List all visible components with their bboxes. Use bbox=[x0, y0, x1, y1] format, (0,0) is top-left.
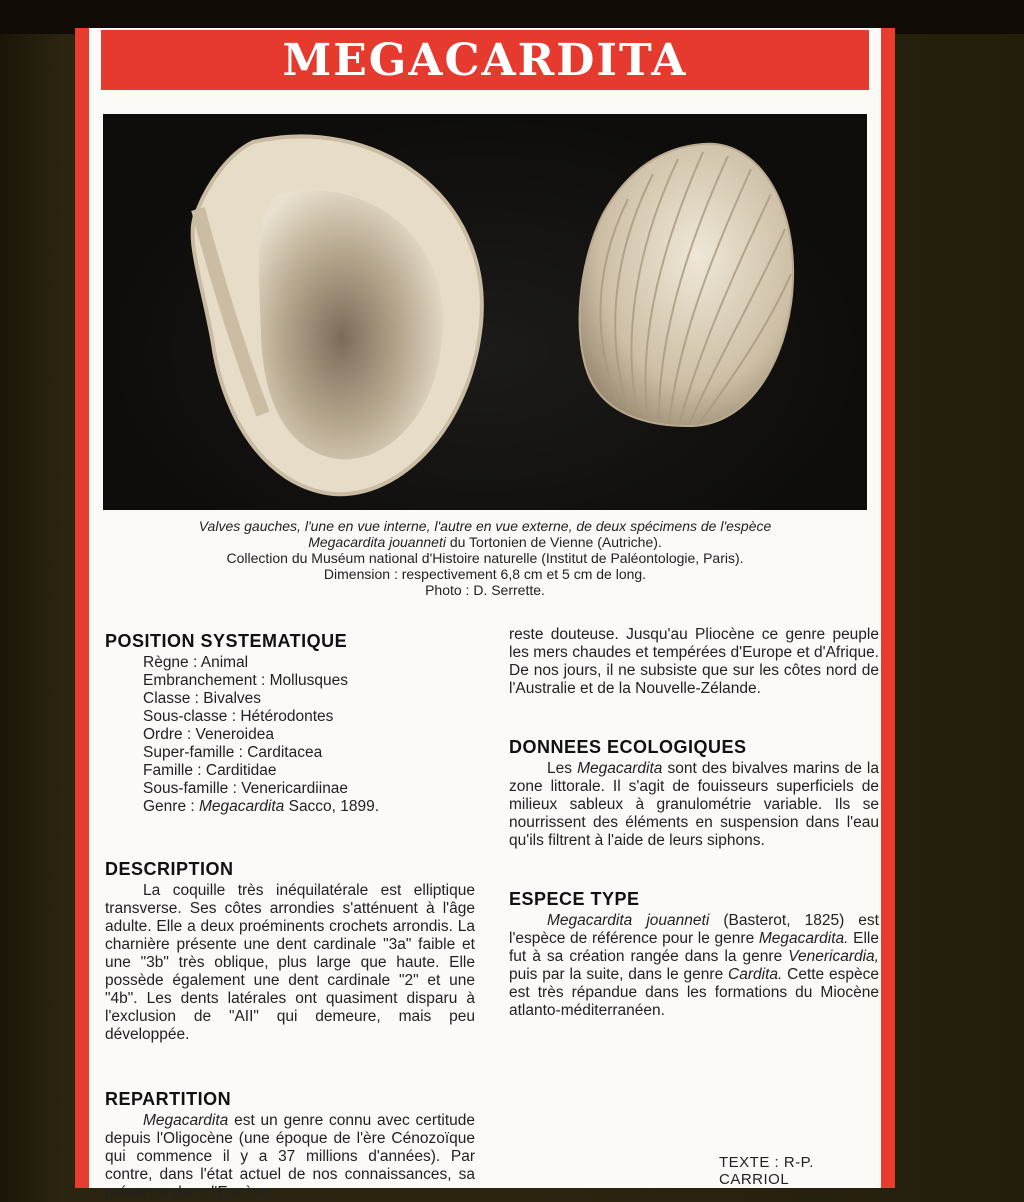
fossil-card bbox=[75, 28, 895, 1201]
espece-genus: Megacardita. bbox=[758, 930, 849, 947]
description-heading: DESCRIPTION bbox=[105, 859, 234, 879]
classification-item: Embranchement : Mollusques bbox=[143, 672, 349, 689]
text-credit: TEXTE : R-P. CARRIOL bbox=[719, 1154, 814, 1188]
espece-body-3: puis par la suite, dans le genre bbox=[509, 966, 729, 983]
right-column bbox=[509, 626, 879, 1020]
caption-line-2 bbox=[89, 534, 881, 550]
section-position bbox=[105, 632, 475, 816]
ecologie-genus: Megacardita bbox=[577, 760, 663, 777]
caption-line-3: Collection du Muséum national d'Histoire naturelle (Institut de Paléontologie, Paris). bbox=[226, 550, 744, 566]
left-column bbox=[105, 632, 475, 1202]
espece-heading: ESPECE TYPE bbox=[509, 889, 640, 909]
classification-item: Sous-classe : Hétérodontes bbox=[143, 708, 334, 725]
section-description bbox=[105, 860, 475, 1044]
repartition-body: est un genre connu avec certitude depuis l'Oligocène (une époque de l'ère Cénozoïque qui commence il y a 37 millions d'années). Par contre, dans l'état actuel de nos connaissances, sa présence dans l'Eocène bbox=[105, 1112, 475, 1201]
position-heading: POSITION SYSTEMATIQUE bbox=[105, 631, 348, 651]
section-repartition bbox=[105, 1090, 475, 1202]
title-banner bbox=[101, 30, 869, 90]
espece-species: Megacardita jouanneti bbox=[547, 912, 710, 929]
caption-line-5: Photo : D. Serrette. bbox=[425, 582, 545, 598]
classification-item: Super-famille : Carditacea bbox=[143, 744, 323, 761]
card-paper bbox=[89, 28, 881, 1201]
section-ecologie bbox=[509, 738, 879, 850]
ecologie-heading: DONNEES ECOLOGIQUES bbox=[509, 737, 747, 757]
shell-exterior-view bbox=[580, 144, 794, 426]
shell-illustration bbox=[103, 114, 867, 510]
page-title: MEGACARDITA bbox=[282, 34, 688, 86]
repartition-text bbox=[105, 1112, 475, 1202]
genre-name: Megacardita bbox=[199, 798, 285, 815]
espece-body-2: Elle fut à sa création rangée dans la genre bbox=[509, 930, 879, 965]
photo-caption bbox=[89, 518, 881, 598]
classification-list bbox=[105, 654, 475, 816]
shell-interior-view bbox=[193, 136, 482, 494]
ecologie-pre: Les bbox=[547, 760, 578, 777]
description-text: La coquille très inéquilatérale est elliptique transverse. Ses côtes arrondies s'atténuent à l'âge adulte. Elle a deux proéminents crochets arrondis. La charnière présente une dent cardinale "3a" faible et une "3b" très oblique, plus large que haute. Elle possède également une dent cardinale "2" et une "4b". Les dents latérales ont quasiment disparu à l'exclusion de "AII" qui demeure, mais peu développée. bbox=[105, 882, 475, 1043]
ecologie-body: sont des bivalves marins de la zone littorale. Il s'agit de fouisseurs superficiels de milieux sableux à granulométrie variable. Ils se nourrissent des éléments en suspension dans l'eau qu'ils filtrent à l'aide de leurs siphons. bbox=[509, 760, 879, 849]
espece-text bbox=[509, 912, 879, 1020]
espece-body-1: (Basterot, 1825) est l'espèce de référence pour le genre bbox=[509, 912, 879, 947]
genre-author: Sacco, 1899. bbox=[284, 798, 380, 815]
caption-line-1: Valves gauches, l'une en vue interne, l'autre en vue externe, de deux spécimens de l'espèce bbox=[198, 518, 772, 534]
section-espece bbox=[509, 890, 879, 1020]
repartition-genus: Megacardita bbox=[143, 1112, 229, 1129]
ecologie-text bbox=[509, 760, 879, 850]
espece-venericardia: Venericardia, bbox=[788, 948, 879, 965]
caption-line-4: Dimension : respectivement 6,8 cm et 5 cm de long. bbox=[323, 566, 647, 582]
classification-genre bbox=[143, 798, 475, 816]
classification-item: Ordre : Veneroidea bbox=[143, 726, 274, 743]
classification-item: Classe : Bivalves bbox=[143, 690, 262, 707]
classification-item: Règne : Animal bbox=[143, 654, 249, 671]
caption-species: Megacardita jouanneti bbox=[308, 534, 446, 550]
classification-item: Famille : Carditidae bbox=[143, 762, 277, 779]
espece-body-4: Cette espèce est très répandue dans les formations du Miocène atlanto-méditerranéen. bbox=[509, 966, 879, 1019]
shell-photo bbox=[103, 114, 867, 510]
espece-cardita: Cardita. bbox=[728, 966, 783, 983]
classification-item: Sous-famille : Venericardiinae bbox=[143, 780, 349, 797]
genre-label: Genre : bbox=[143, 798, 199, 815]
repartition-heading: REPARTITION bbox=[105, 1089, 232, 1109]
repartition-continued: reste douteuse. Jusqu'au Pliocène ce genre peuple les mers chaudes et tempérées d'Europe et d'Afrique. De nos jours, il ne subsiste que sur les côtes nord de l'Australie et de la Nouvelle-Zélande. bbox=[509, 626, 879, 697]
caption-origin: du Tortonien de Vienne (Autriche). bbox=[445, 534, 662, 550]
